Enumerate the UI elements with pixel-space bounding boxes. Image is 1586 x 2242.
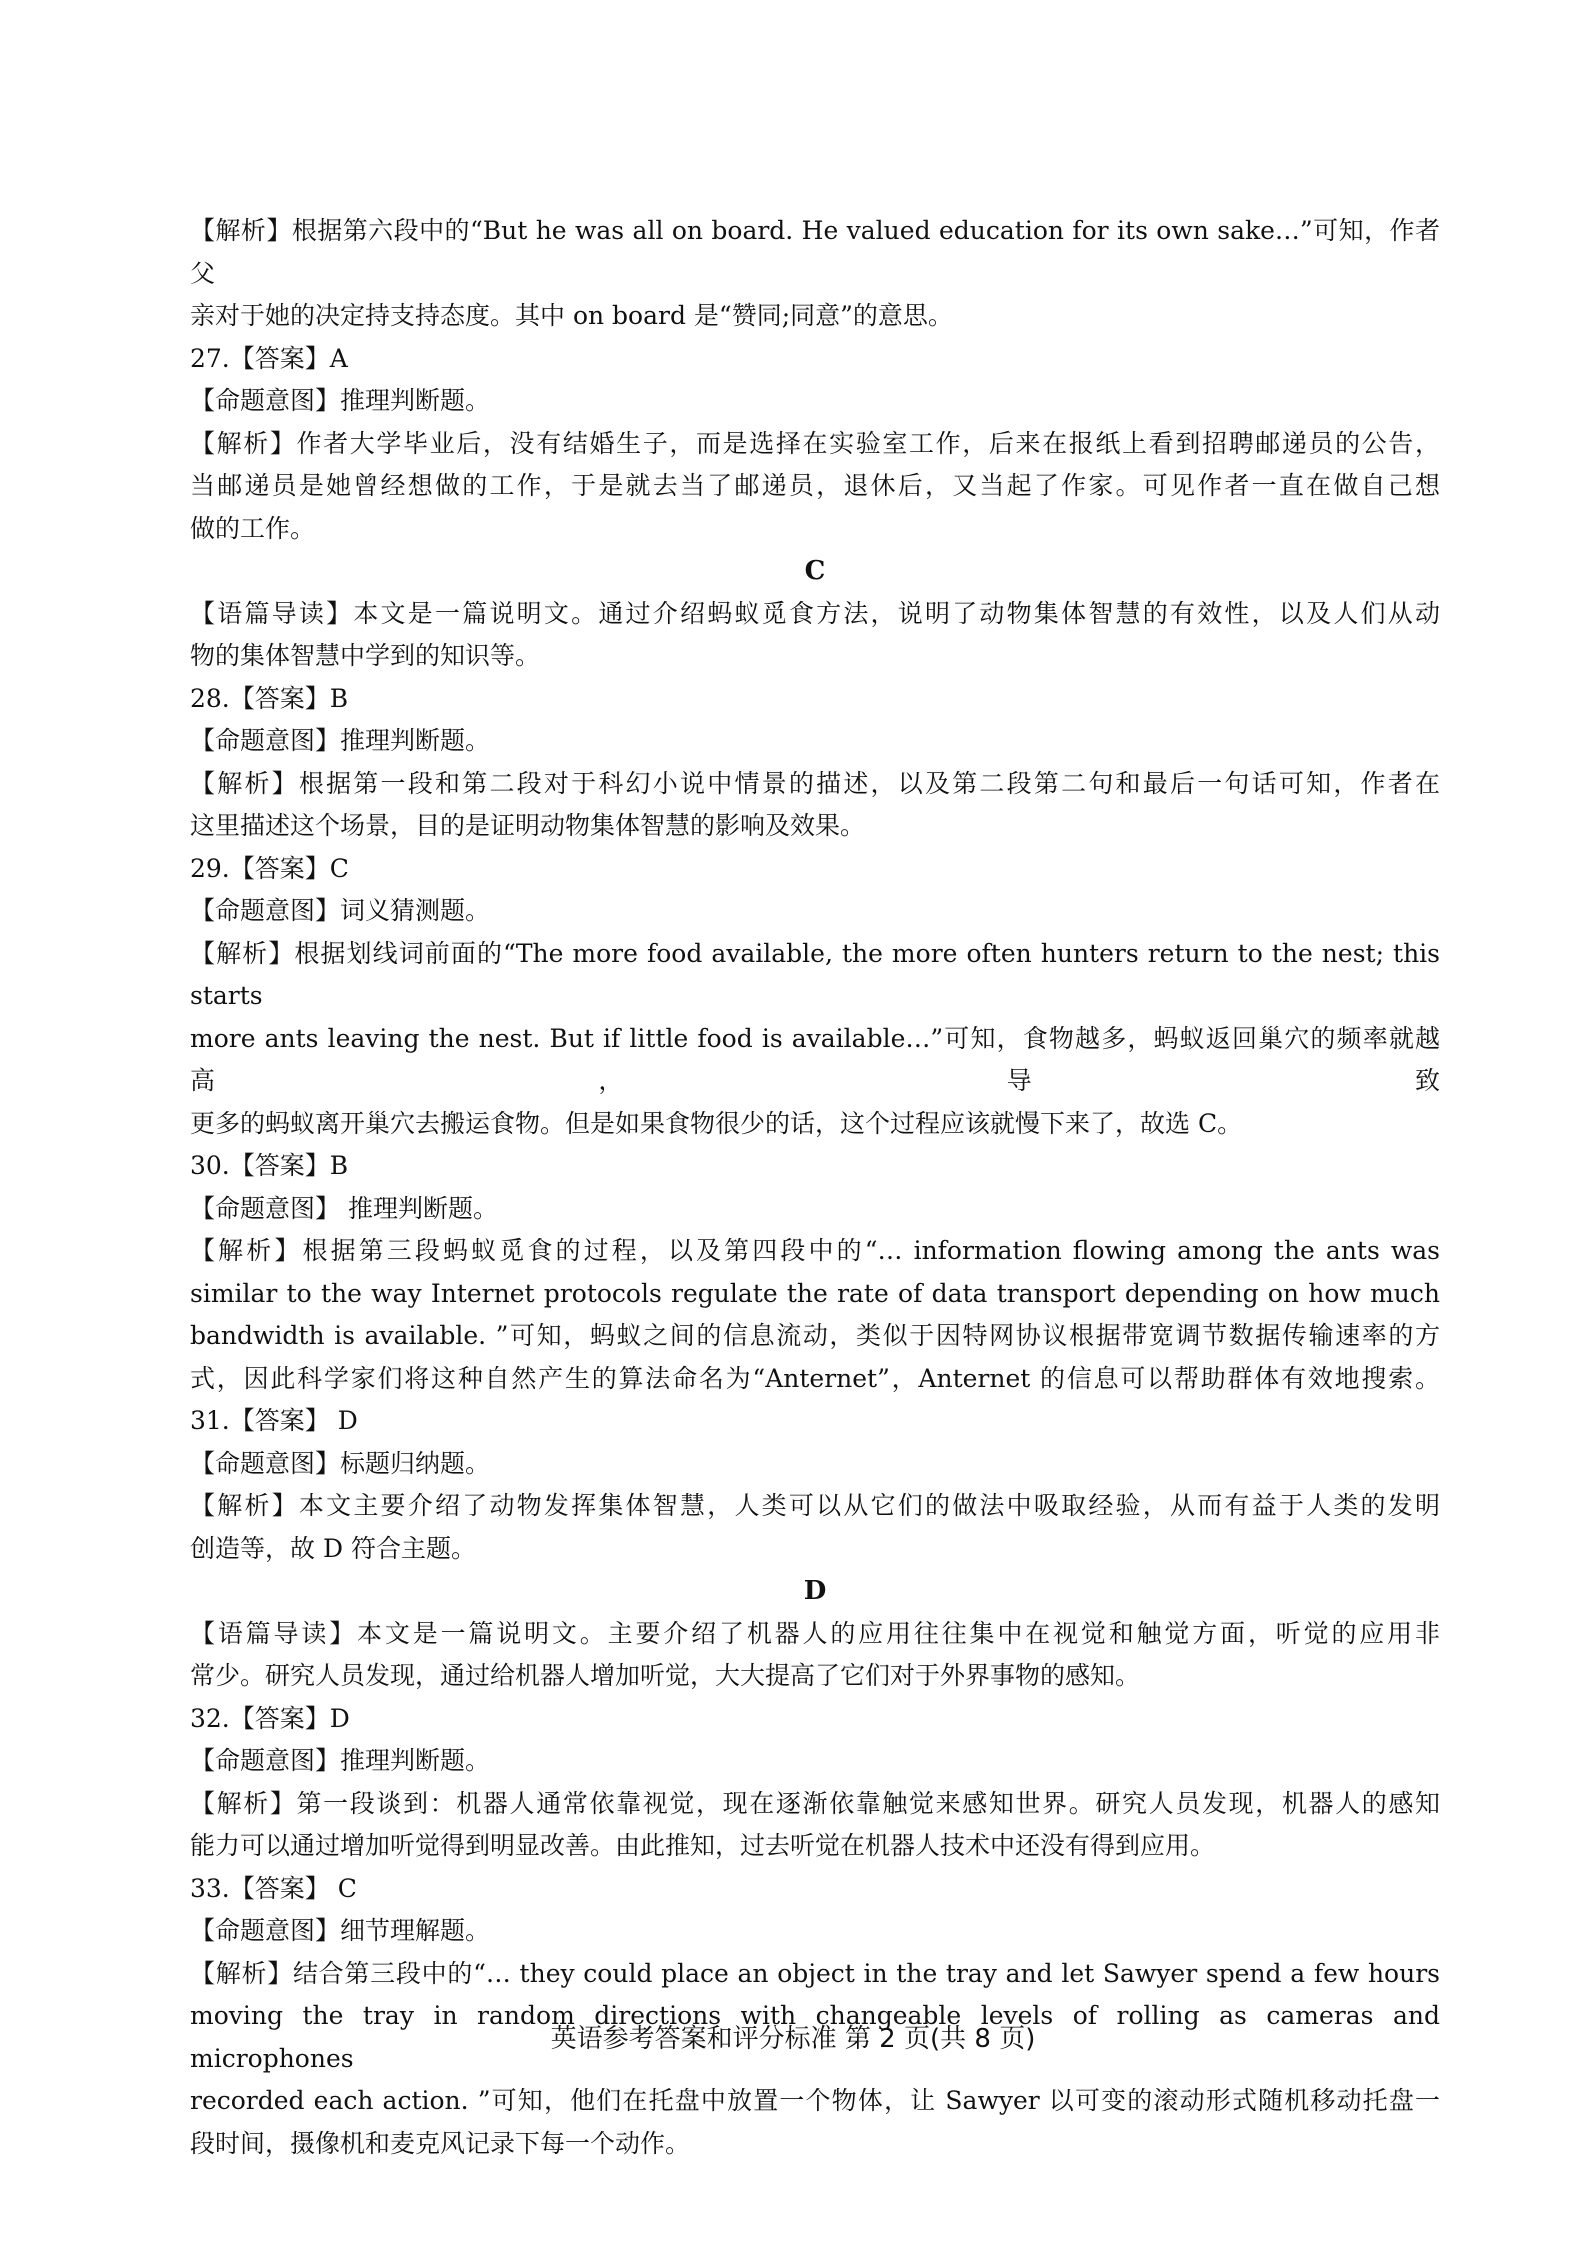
text-line: 亲对于她的决定持支持态度。其中 on board 是“赞同;同意”的意思。 <box>190 301 953 330</box>
text-line: 更多的蚂蚁离开巢穴去搬运食物。但是如果食物很少的话，这个过程应该就慢下来了，故选 C。 <box>190 1108 1243 1138</box>
text-line: 创造等，故 D 符合主题。 <box>190 1533 476 1563</box>
text-line: 【命题意图】细节理解题。 <box>190 1916 491 1945</box>
text-line: more ants leaving the nest. But if little food is available…”可知，食物越多，蚂蚁返回巢穴的频率就越高，导致 <box>190 1023 1440 1095</box>
text-line: 【解析】结合第三段中的“… they could place an object in the tray and let Sawyer spend a few hours <box>190 1958 1440 1988</box>
text-line: moving the tray in random directions with changeable levels of rolling as cameras and microphones <box>190 2001 1440 2073</box>
text-line: 【命题意图】 推理判断题。 <box>190 1193 498 1223</box>
text-line: 【语篇导读】本文是一篇说明文。通过介绍蚂蚁觅食方法，说明了动物集体智慧的有效性，以及人们从动 <box>190 598 1440 628</box>
text-line: bandwidth is available. ”可知，蚂蚁之间的信息流动，类似于因特网协议根据带宽调节数据传输速率的方 <box>190 1321 1440 1350</box>
answer-line: 27.【答案】A <box>190 343 348 373</box>
text-line: 段时间，摄像机和麦克风记录下每一个动作。 <box>190 2128 691 2158</box>
answer-line: 31.【答案】 D <box>190 1406 358 1435</box>
text-line: 【解析】根据第六段中的“But he was all on board. He valued education for its own sake…”可知，作者父 <box>190 216 1440 288</box>
answer-line: 28.【答案】B <box>190 683 349 713</box>
answer-line: 32.【答案】D <box>190 1703 350 1733</box>
text-line: 【解析】根据第一段和第二段对于科幻小说中情景的描述，以及第二段第二句和最后一句话可知，作者在 <box>190 768 1440 798</box>
text-line: similar to the way Internet protocols regulate the rate of data transport depending on how much <box>190 1278 1440 1308</box>
text-line: 当邮递员是她曾经想做的工作，于是就去当了邮递员，退休后，又当起了作家。可见作者一直在做自己想 <box>190 471 1440 500</box>
text-line: 【命题意图】标题归纳题。 <box>190 1448 491 1478</box>
text-line: recorded each action. ”可知，他们在托盘中放置一个物体，让 Sawyer 以可变的滚动形式随机移动托盘一 <box>190 2086 1440 2115</box>
text-line: 【语篇导读】本文是一篇说明文。主要介绍了机器人的应用往往集中在视觉和触觉方面，听觉的应用非 <box>190 1618 1440 1648</box>
text-line: 常少。研究人员发现，通过给机器人增加听觉，大大提高了它们对于外界事物的感知。 <box>190 1661 1141 1690</box>
text-line: 这里描述这个场景，目的是证明动物集体智慧的影响及效果。 <box>190 811 866 840</box>
text-line: 物的集体智慧中学到的知识等。 <box>190 641 541 670</box>
text-line: 【解析】本文主要介绍了动物发挥集体智慧，人类可以从它们的做法中吸取经验，从而有益于人类的发明 <box>190 1491 1440 1520</box>
text-line: 能力可以通过增加听觉得到明显改善。由此推知，过去听觉在机器人技术中还没有得到应用。 <box>190 1831 1216 1860</box>
answer-line: 33.【答案】 C <box>190 1873 357 1903</box>
text-line: 做的工作。 <box>190 513 316 543</box>
text-line: 【命题意图】推理判断题。 <box>190 726 491 755</box>
text-line: 【命题意图】词义猜测题。 <box>190 896 491 925</box>
text-line: 【解析】作者大学毕业后，没有结婚生子，而是选择在实验室工作，后来在报纸上看到招聘邮递员的公告， <box>190 428 1440 458</box>
document-body <box>190 210 1440 2165</box>
answer-line: 30.【答案】B <box>190 1151 349 1180</box>
text-line: 【解析】根据划线词前面的“The more food available, the more often hunters return to the nest; this starts <box>190 938 1440 1010</box>
text-line: 【解析】根据第三段蚂蚁觅食的过程，以及第四段中的“… information flowing among the ants was <box>190 1236 1440 1265</box>
text-line: 【解析】第一段谈到：机器人通常依靠视觉，现在逐渐依靠触觉来感知世界。研究人员发现，机器人的感知 <box>190 1788 1440 1818</box>
text-line: 【命题意图】推理判断题。 <box>190 1746 491 1775</box>
text-line: 【命题意图】推理判断题。 <box>190 386 491 415</box>
text-line: 式，因此科学家们将这种自然产生的算法命名为“Anternet”，Anternet 的信息可以帮助群体有效地搜索。 <box>190 1363 1440 1393</box>
section-heading: D <box>803 1576 827 1606</box>
answer-line: 29.【答案】C <box>190 853 349 883</box>
page-footer: 英语参考答案和评分标准 第 2 页(共 8 页) <box>550 2024 1036 2054</box>
section-heading: C <box>804 556 826 586</box>
